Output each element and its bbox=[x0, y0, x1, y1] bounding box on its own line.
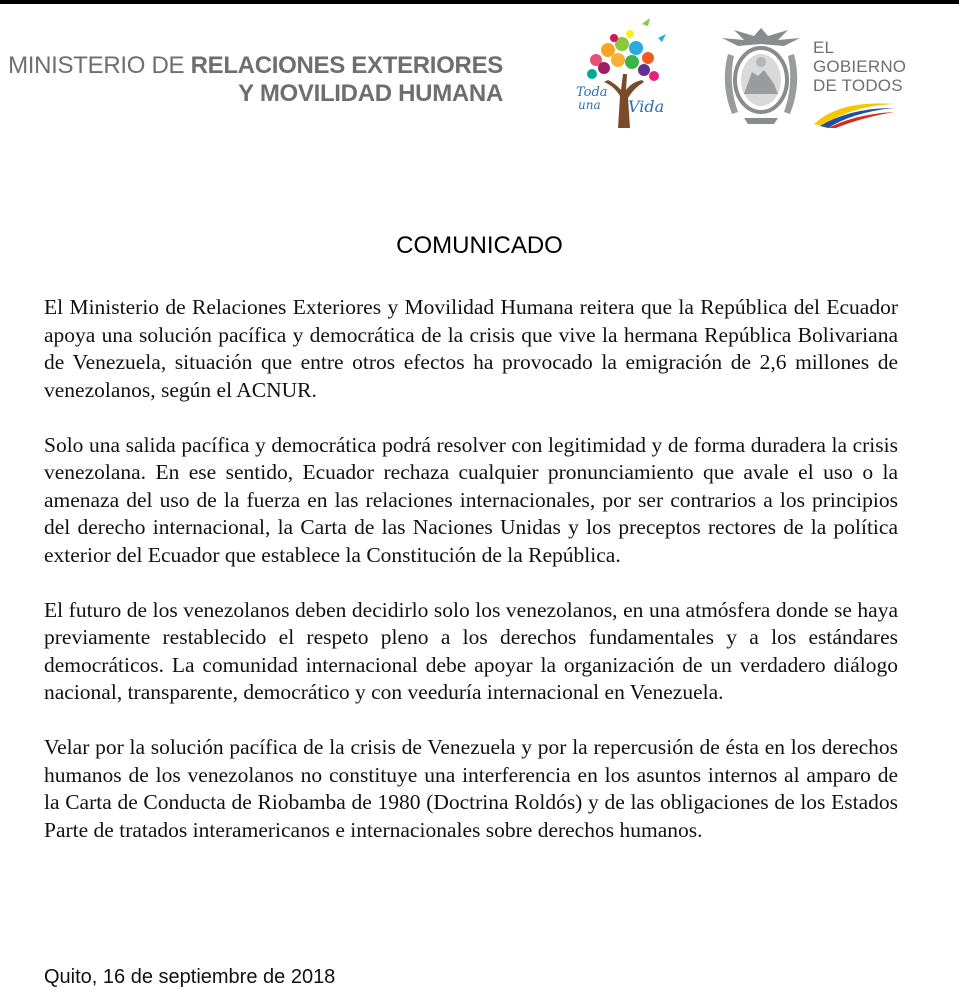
tricolor-swoosh-icon bbox=[810, 98, 896, 128]
ministry-name bbox=[8, 52, 503, 108]
logo-word-vida: Vida bbox=[628, 97, 665, 116]
paragraph-2: Solo una salida pacífica y democrática podrá resolver con legitimidad y de forma duradera la crisis venezolana. En ese sentido, Ecuador rechaza cualquier pronunciamiento que avale el uso o la amenaza del uso de la fuerza en las relaciones internacionales, por ser contrarios a los principios del derecho internacional, la Carta de las Naciones Unidas y los preceptos rectores de la política exterior del Ecuador que establece la Constitución de la República. bbox=[44, 432, 898, 567]
ministry-line-1-bold: RELACIONES EXTERIORES bbox=[190, 52, 503, 79]
ministry-line-1 bbox=[8, 52, 503, 80]
toda-una-vida-tree-icon bbox=[568, 16, 676, 128]
dateline: Quito, 16 de septiembre de 2018 bbox=[44, 966, 336, 988]
gobierno-line-3: DE TODOS bbox=[813, 76, 903, 95]
ministry-line-1-light: MINISTERIO DE bbox=[8, 52, 191, 79]
top-border bbox=[0, 0, 959, 4]
gobierno-line-2: GOBIERNO bbox=[813, 57, 907, 76]
logo-word-toda: Toda bbox=[576, 85, 608, 100]
paragraph-3: El futuro de los venezolanos deben decidirlo solo los venezolanos, en una atmósfera donde se haya previamente restablecido el respeto pleno a los derechos fundamentales y a los estándares democráticos. La comunidad internacional debe apoyar la organización de un verdadero diálogo nacional, transparente, democrático y con veeduría internacional en Venezuela. bbox=[44, 597, 898, 704]
paragraph-4: Velar por la solución pacífica de la crisis de Venezuela y por la repercusión de ésta en los derechos humanos de los venezolanos no constituye una interferencia en los asuntos internos al amparo de la Carta de Conducta de Riobamba de 1980 (Doctrina Roldós) y de las obligaciones de los Estados Parte de tratados interamericanos e internacionales sobre derechos humanos. bbox=[44, 735, 898, 842]
gobierno-line-1: EL bbox=[813, 38, 835, 57]
ministry-line-2: Y MOVILIDAD HUMANA bbox=[238, 80, 503, 107]
document-body bbox=[44, 294, 898, 872]
logo-word-una: una bbox=[578, 98, 601, 112]
gobierno-de-todos-wordmark bbox=[813, 38, 906, 95]
ecuador-coat-of-arms-icon bbox=[714, 24, 808, 126]
document-title: COMUNICADO bbox=[396, 232, 563, 259]
paragraph-1: El Ministerio de Relaciones Exteriores y Movilidad Humana reitera que la República del Ecuador apoya una solución pacífica y democrática de la crisis que vive la hermana República Bolivariana de Venezuela, situación que entre otros efectos ha provocado la emigración de 2,6 millones de venezolanos, según el ACNUR. bbox=[44, 295, 898, 402]
